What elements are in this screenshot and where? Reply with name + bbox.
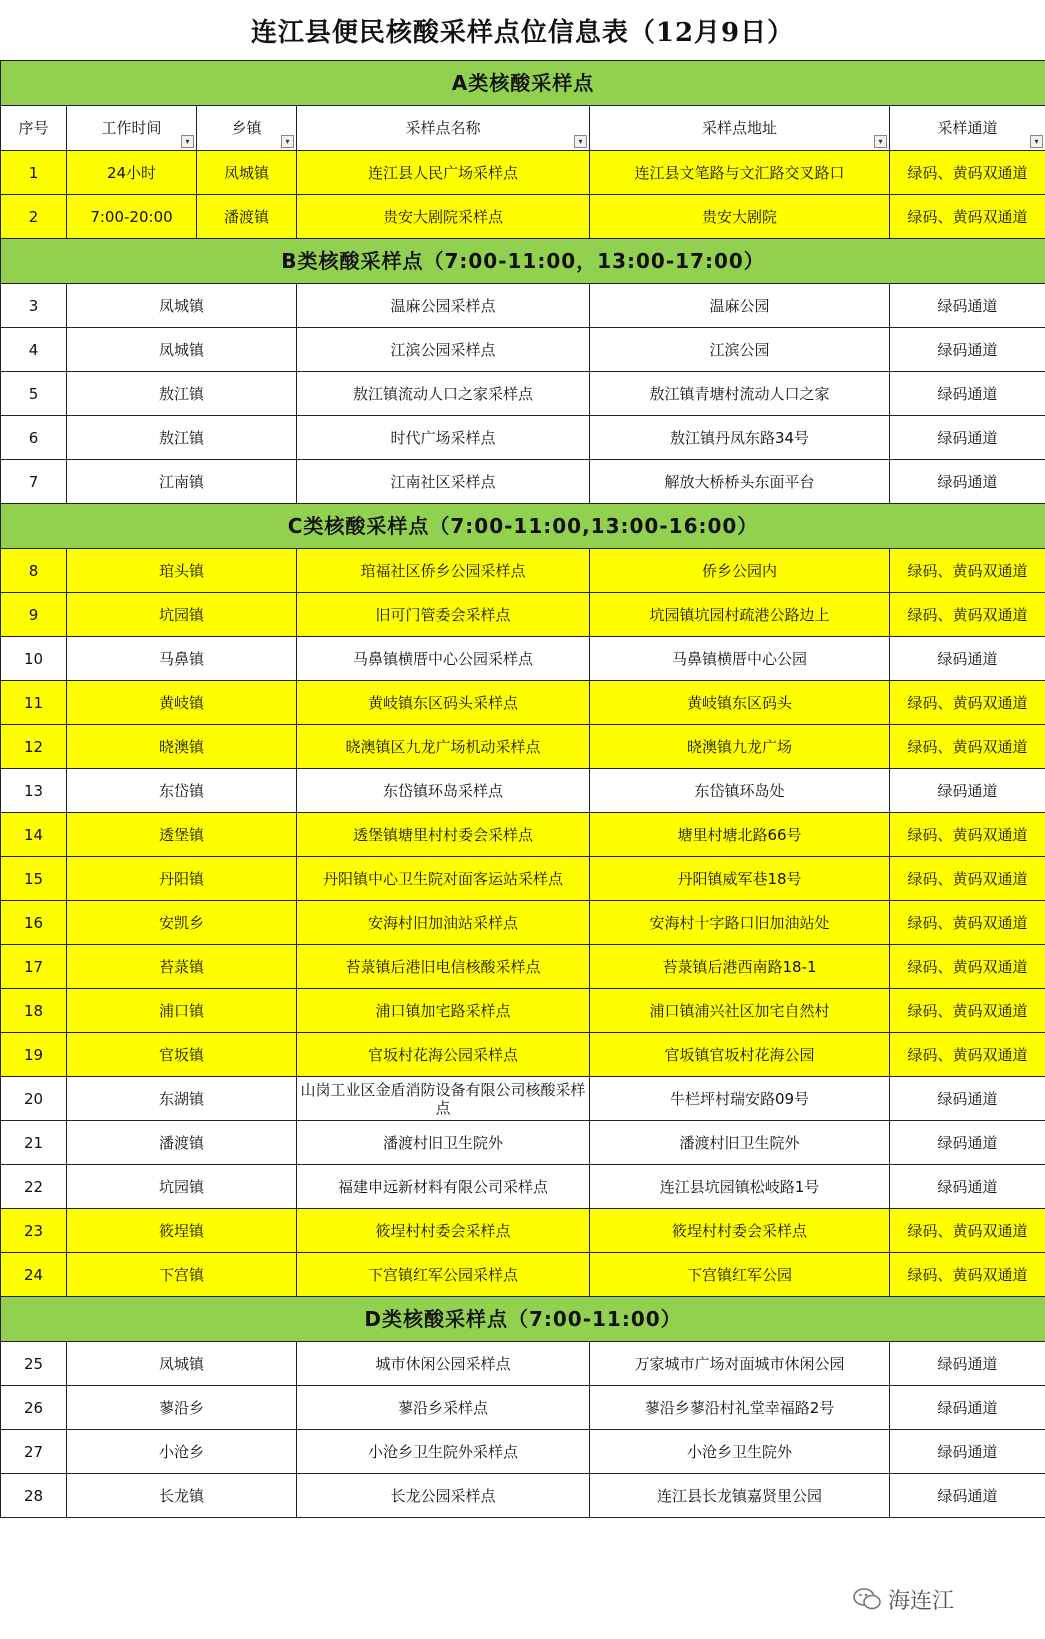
site-name: 琯福社区侨乡公园采样点 (297, 549, 590, 593)
site-address: 安海村十字路口旧加油站处 (590, 901, 890, 945)
row-number: 6 (1, 416, 67, 460)
channel: 绿码通道 (890, 637, 1045, 681)
channel: 绿码、黄码双通道 (890, 725, 1045, 769)
site-name: 福建申远新材料有限公司采样点 (297, 1165, 590, 1209)
site-name: 苔菉镇后港旧电信核酸采样点 (297, 945, 590, 989)
channel: 绿码、黄码双通道 (890, 1209, 1045, 1253)
town: 敖江镇 (67, 372, 297, 416)
row-number: 20 (1, 1077, 67, 1121)
row-number: 18 (1, 989, 67, 1033)
row-number: 11 (1, 681, 67, 725)
town: 丹阳镇 (67, 857, 297, 901)
table-row (1, 195, 1045, 239)
row-number: 14 (1, 813, 67, 857)
table-row (1, 813, 1045, 857)
section-title: A类核酸采样点 (1, 61, 1045, 106)
channel: 绿码通道 (890, 769, 1045, 813)
channel: 绿码、黄码双通道 (890, 549, 1045, 593)
town: 坑园镇 (67, 593, 297, 637)
row-number: 26 (1, 1386, 67, 1430)
site-address: 小沧乡卫生院外 (590, 1430, 890, 1474)
town: 潘渡镇 (197, 195, 297, 239)
town: 凤城镇 (197, 151, 297, 195)
site-name: 潘渡村旧卫生院外 (297, 1121, 590, 1165)
filter-dropdown-icon[interactable]: ▾ (574, 135, 587, 148)
site-name: 贵安大剧院采样点 (297, 195, 590, 239)
town: 小沧乡 (67, 1430, 297, 1474)
section-title: D类核酸采样点（7:00-11:00） (1, 1297, 1045, 1342)
table-row (1, 593, 1045, 637)
row-number: 21 (1, 1121, 67, 1165)
table-row (1, 1165, 1045, 1209)
filter-dropdown-icon[interactable]: ▾ (874, 135, 887, 148)
site-address: 东岱镇环岛处 (590, 769, 890, 813)
channel: 绿码、黄码双通道 (890, 1253, 1045, 1297)
town: 东湖镇 (67, 1077, 297, 1121)
site-address: 连江县坑园镇松岐路1号 (590, 1165, 890, 1209)
site-name: 江南社区采样点 (297, 460, 590, 504)
wechat-icon (852, 1586, 882, 1612)
row-number: 19 (1, 1033, 67, 1077)
site-name: 温麻公园采样点 (297, 284, 590, 328)
row-number: 24 (1, 1253, 67, 1297)
site-name: 连江县人民广场采样点 (297, 151, 590, 195)
header-time[interactable]: 工作时间 ▾ (67, 106, 197, 151)
table-row (1, 328, 1045, 372)
site-address: 万家城市广场对面城市休闲公园 (590, 1342, 890, 1386)
site-address: 连江县文笔路与文汇路交叉路口 (590, 151, 890, 195)
table-row (1, 1209, 1045, 1253)
section-header-b (1, 239, 1045, 284)
section-header-a (1, 61, 1045, 106)
row-number: 12 (1, 725, 67, 769)
table-row (1, 1033, 1045, 1077)
town: 敖江镇 (67, 416, 297, 460)
town: 东岱镇 (67, 769, 297, 813)
site-name: 山岗工业区金盾消防设备有限公司核酸采样点 (297, 1077, 590, 1121)
table-row (1, 769, 1045, 813)
header-town[interactable]: 乡镇 ▾ (197, 106, 297, 151)
channel: 绿码通道 (890, 372, 1045, 416)
channel: 绿码、黄码双通道 (890, 989, 1045, 1033)
site-address: 黄岐镇东区码头 (590, 681, 890, 725)
town: 筱埕镇 (67, 1209, 297, 1253)
table-row (1, 1342, 1045, 1386)
site-address: 敖江镇丹凤东路34号 (590, 416, 890, 460)
section-title: C类核酸采样点（7:00-11:00,13:00-16:00） (1, 504, 1045, 549)
table-row (1, 1474, 1045, 1518)
section-header-d (1, 1297, 1045, 1342)
site-name: 敖江镇流动人口之家采样点 (297, 372, 590, 416)
row-number: 25 (1, 1342, 67, 1386)
site-name: 官坂村花海公园采样点 (297, 1033, 590, 1077)
header-channel[interactable]: 采样通道 ▾ (890, 106, 1045, 151)
site-address: 浦口镇浦兴社区加宅自然村 (590, 989, 890, 1033)
site-name: 时代广场采样点 (297, 416, 590, 460)
row-number: 5 (1, 372, 67, 416)
work-time: 24小时 (67, 151, 197, 195)
row-number: 23 (1, 1209, 67, 1253)
table-row (1, 857, 1045, 901)
row-number: 17 (1, 945, 67, 989)
work-time: 7:00-20:00 (67, 195, 197, 239)
town: 长龙镇 (67, 1474, 297, 1518)
filter-dropdown-icon[interactable]: ▾ (281, 135, 294, 148)
site-address: 贵安大剧院 (590, 195, 890, 239)
channel: 绿码、黄码双通道 (890, 857, 1045, 901)
town: 黄岐镇 (67, 681, 297, 725)
site-name: 蓼沿乡采样点 (297, 1386, 590, 1430)
row-number: 2 (1, 195, 67, 239)
row-number: 1 (1, 151, 67, 195)
row-number: 22 (1, 1165, 67, 1209)
town: 潘渡镇 (67, 1121, 297, 1165)
row-number: 27 (1, 1430, 67, 1474)
channel: 绿码通道 (890, 328, 1045, 372)
section-title: B类核酸采样点（7:00-11:00，13:00-17:00） (1, 239, 1045, 284)
site-address: 连江县长龙镇嘉贤里公园 (590, 1474, 890, 1518)
row-number: 4 (1, 328, 67, 372)
site-name: 透堡镇塘里村村委会采样点 (297, 813, 590, 857)
site-address: 马鼻镇横厝中心公园 (590, 637, 890, 681)
channel: 绿码、黄码双通道 (890, 195, 1045, 239)
table-row (1, 284, 1045, 328)
channel: 绿码通道 (890, 1121, 1045, 1165)
table-row (1, 989, 1045, 1033)
table-row (1, 416, 1045, 460)
channel: 绿码通道 (890, 1430, 1045, 1474)
channel: 绿码通道 (890, 1386, 1045, 1430)
site-name: 安海村旧加油站采样点 (297, 901, 590, 945)
site-address: 筱埕村村委会采样点 (590, 1209, 890, 1253)
row-number: 8 (1, 549, 67, 593)
town: 琯头镇 (67, 549, 297, 593)
site-name: 黄岐镇东区码头采样点 (297, 681, 590, 725)
site-name: 城市休闲公园采样点 (297, 1342, 590, 1386)
town: 苔菉镇 (67, 945, 297, 989)
channel: 绿码通道 (890, 460, 1045, 504)
table-row (1, 460, 1045, 504)
table-row (1, 725, 1045, 769)
channel: 绿码通道 (890, 416, 1045, 460)
site-name: 下宫镇红军公园采样点 (297, 1253, 590, 1297)
channel: 绿码、黄码双通道 (890, 813, 1045, 857)
table-row (1, 1121, 1045, 1165)
site-name: 筱埕村村委会采样点 (297, 1209, 590, 1253)
row-number: 3 (1, 284, 67, 328)
channel: 绿码通道 (890, 1077, 1045, 1121)
site-address: 苔菉镇后港西南路18-1 (590, 945, 890, 989)
channel: 绿码、黄码双通道 (890, 901, 1045, 945)
channel: 绿码通道 (890, 1165, 1045, 1209)
table-row (1, 945, 1045, 989)
site-name: 旧可门管委会采样点 (297, 593, 590, 637)
header-no: 序号 (1, 106, 67, 151)
site-address: 解放大桥桥头东面平台 (590, 460, 890, 504)
site-address: 牛栏坪村瑞安路09号 (590, 1077, 890, 1121)
town: 江南镇 (67, 460, 297, 504)
channel: 绿码通道 (890, 284, 1045, 328)
filter-dropdown-icon[interactable]: ▾ (181, 135, 194, 148)
section-header-c (1, 504, 1045, 549)
table-row (1, 372, 1045, 416)
channel: 绿码、黄码双通道 (890, 681, 1045, 725)
site-address: 温麻公园 (590, 284, 890, 328)
site-name: 丹阳镇中心卫生院对面客运站采样点 (297, 857, 590, 901)
site-address: 塘里村塘北路66号 (590, 813, 890, 857)
site-name: 小沧乡卫生院外采样点 (297, 1430, 590, 1474)
channel: 绿码、黄码双通道 (890, 945, 1045, 989)
town: 凤城镇 (67, 1342, 297, 1386)
header-name[interactable]: 采样点名称 ▾ (297, 106, 590, 151)
row-number: 15 (1, 857, 67, 901)
table-row (1, 549, 1045, 593)
channel: 绿码、黄码双通道 (890, 593, 1045, 637)
table-row (1, 1430, 1045, 1474)
row-number: 28 (1, 1474, 67, 1518)
header-address[interactable]: 采样点地址 ▾ (590, 106, 890, 151)
site-name: 晓澳镇区九龙广场机动采样点 (297, 725, 590, 769)
town: 安凯乡 (67, 901, 297, 945)
town: 晓澳镇 (67, 725, 297, 769)
table-row (1, 1077, 1045, 1121)
site-name: 东岱镇环岛采样点 (297, 769, 590, 813)
row-number: 7 (1, 460, 67, 504)
page-title: 连江县便民核酸采样点位信息表（12月9日） (250, 18, 795, 48)
site-address: 潘渡村旧卫生院外 (590, 1121, 890, 1165)
town: 凤城镇 (67, 284, 297, 328)
channel: 绿码通道 (890, 1342, 1045, 1386)
table-row (1, 681, 1045, 725)
site-name: 长龙公园采样点 (297, 1474, 590, 1518)
row-number: 13 (1, 769, 67, 813)
channel: 绿码、黄码双通道 (890, 151, 1045, 195)
table-row (1, 1386, 1045, 1430)
table-row (1, 1253, 1045, 1297)
town: 蓼沿乡 (67, 1386, 297, 1430)
town: 坑园镇 (67, 1165, 297, 1209)
column-header-row (1, 106, 1045, 151)
town: 浦口镇 (67, 989, 297, 1033)
site-address: 下宫镇红军公园 (590, 1253, 890, 1297)
town: 马鼻镇 (67, 637, 297, 681)
row-number: 16 (1, 901, 67, 945)
site-name: 江滨公园采样点 (297, 328, 590, 372)
sampling-points-table (0, 60, 1045, 1518)
town: 凤城镇 (67, 328, 297, 372)
table-row (1, 151, 1045, 195)
channel: 绿码、黄码双通道 (890, 1033, 1045, 1077)
site-address: 江滨公园 (590, 328, 890, 372)
site-name: 马鼻镇横厝中心公园采样点 (297, 637, 590, 681)
filter-dropdown-icon[interactable]: ▾ (1030, 135, 1043, 148)
site-address: 侨乡公园内 (590, 549, 890, 593)
site-address: 蓼沿乡蓼沿村礼堂幸福路2号 (590, 1386, 890, 1430)
site-address: 丹阳镇威军巷18号 (590, 857, 890, 901)
row-number: 9 (1, 593, 67, 637)
table-row (1, 637, 1045, 681)
channel: 绿码通道 (890, 1474, 1045, 1518)
site-address: 坑园镇坑园村疏港公路边上 (590, 593, 890, 637)
town: 下宫镇 (67, 1253, 297, 1297)
watermark-text: 海连江 (888, 1589, 955, 1614)
site-address: 敖江镇青塘村流动人口之家 (590, 372, 890, 416)
town: 透堡镇 (67, 813, 297, 857)
site-name: 浦口镇加宅路采样点 (297, 989, 590, 1033)
table-row (1, 901, 1045, 945)
town: 官坂镇 (67, 1033, 297, 1077)
site-address: 官坂镇官坂村花海公园 (590, 1033, 890, 1077)
row-number: 10 (1, 637, 67, 681)
site-address: 晓澳镇九龙广场 (590, 725, 890, 769)
